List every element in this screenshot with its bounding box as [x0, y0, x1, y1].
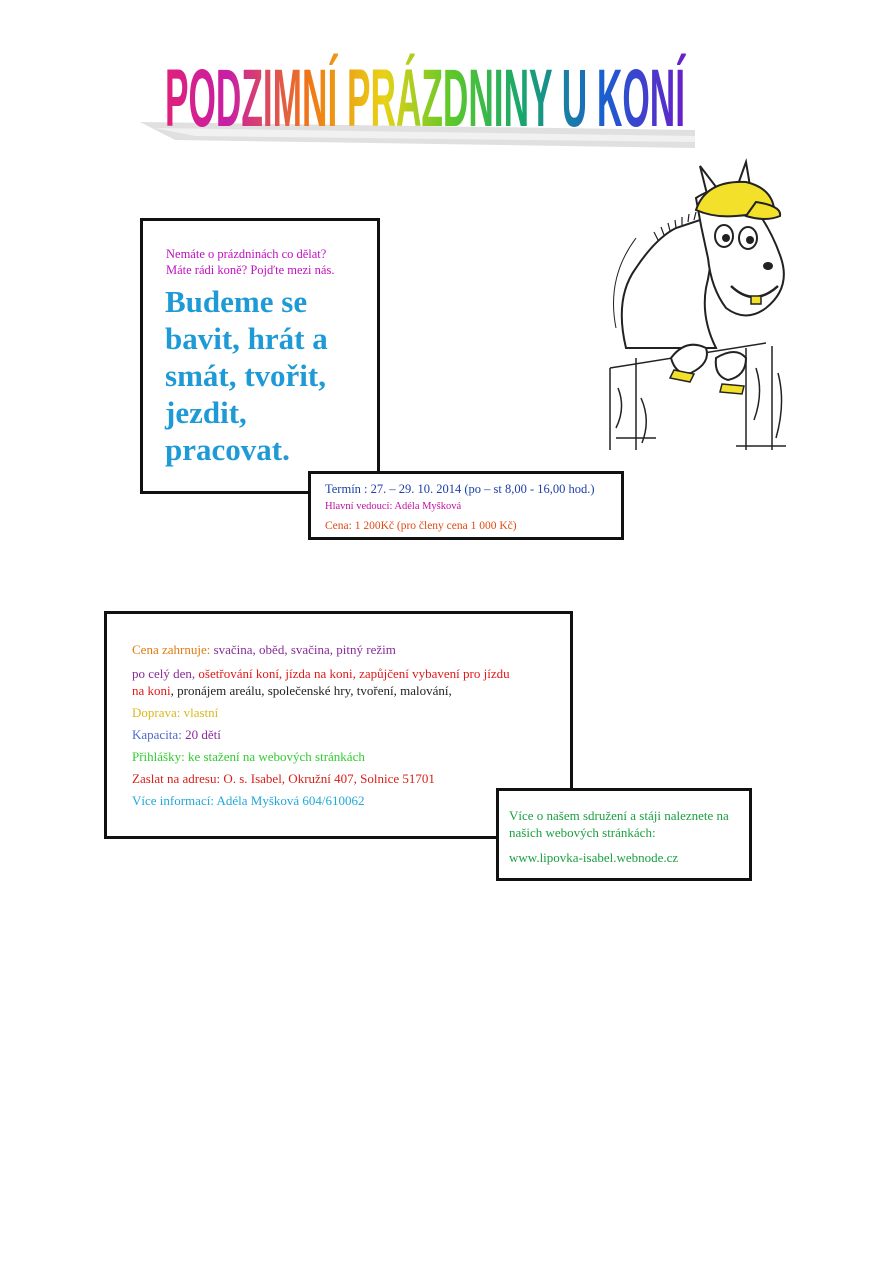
includes-part-d: , pronájem areálu, společenské hry, tvoření, malování,	[170, 683, 452, 698]
intro-box	[140, 218, 380, 494]
price: Cena: 1 200Kč (pro členy cena 1 000 Kč)	[325, 520, 517, 532]
capacity-value: 20 dětí	[181, 727, 221, 742]
includes-value: svačina, oběd, svačina, pitný režim	[210, 642, 396, 657]
includes-part-c: na koni	[132, 683, 171, 698]
title-wordart	[135, 30, 715, 160]
applications: Přihlášky: ke stažení na webových stránkách	[132, 749, 365, 764]
slogan	[165, 283, 375, 468]
website-text-2: našich webových stránkách:	[509, 825, 656, 840]
includes-row-2	[132, 666, 510, 682]
transport: Doprava: vlastní	[132, 705, 219, 720]
slogan-line: smát, tvořit,	[165, 358, 326, 393]
title-text: PODZIMNÍ PRÁZDNINY U KONÍ	[164, 51, 687, 144]
slogan-line: pracovat.	[165, 432, 290, 467]
website-url: www.lipovka-isabel.webnode.cz	[509, 850, 679, 865]
terms-box	[308, 471, 624, 540]
includes-part-b: ošetřování koní, jízda na koni, zapůjčení vybavení pro jízdu	[198, 666, 510, 681]
horse-mascot-icon	[596, 158, 800, 450]
slogan-line: bavit, hrát a	[165, 321, 328, 356]
slogan-line: Budeme se	[165, 284, 308, 319]
capacity-label: Kapacita:	[132, 727, 182, 742]
capacity-row	[132, 727, 221, 743]
address: Zaslat na adresu: O. s. Isabel, Okružní 407, Solnice 51701	[132, 771, 435, 786]
includes-row-3	[132, 683, 452, 699]
horse-illustration	[596, 158, 800, 450]
intro-question-1: Nemáte o prázdninách co dělat?	[166, 247, 327, 261]
intro-question-2: Máte rádi koně? Pojďte mezi nás.	[166, 263, 335, 277]
leader-name: Hlavní vedoucí: Adéla Myšková	[325, 501, 462, 512]
term-date: Termín : 27. – 29. 10. 2014 (po – st 8,00 - 16,00 hod.)	[325, 482, 595, 496]
includes-label: Cena zahrnuje:	[132, 642, 211, 657]
includes-row	[132, 642, 396, 658]
slogan-line: jezdit,	[165, 395, 247, 430]
website-box	[496, 788, 752, 881]
includes-part-a: po celý den,	[132, 666, 199, 681]
more-info-contact: Více informací: Adéla Myšková 604/610062	[132, 793, 365, 808]
website-text-1: Více o našem sdružení a stáji naleznete na	[509, 808, 729, 823]
page-title	[135, 30, 715, 160]
